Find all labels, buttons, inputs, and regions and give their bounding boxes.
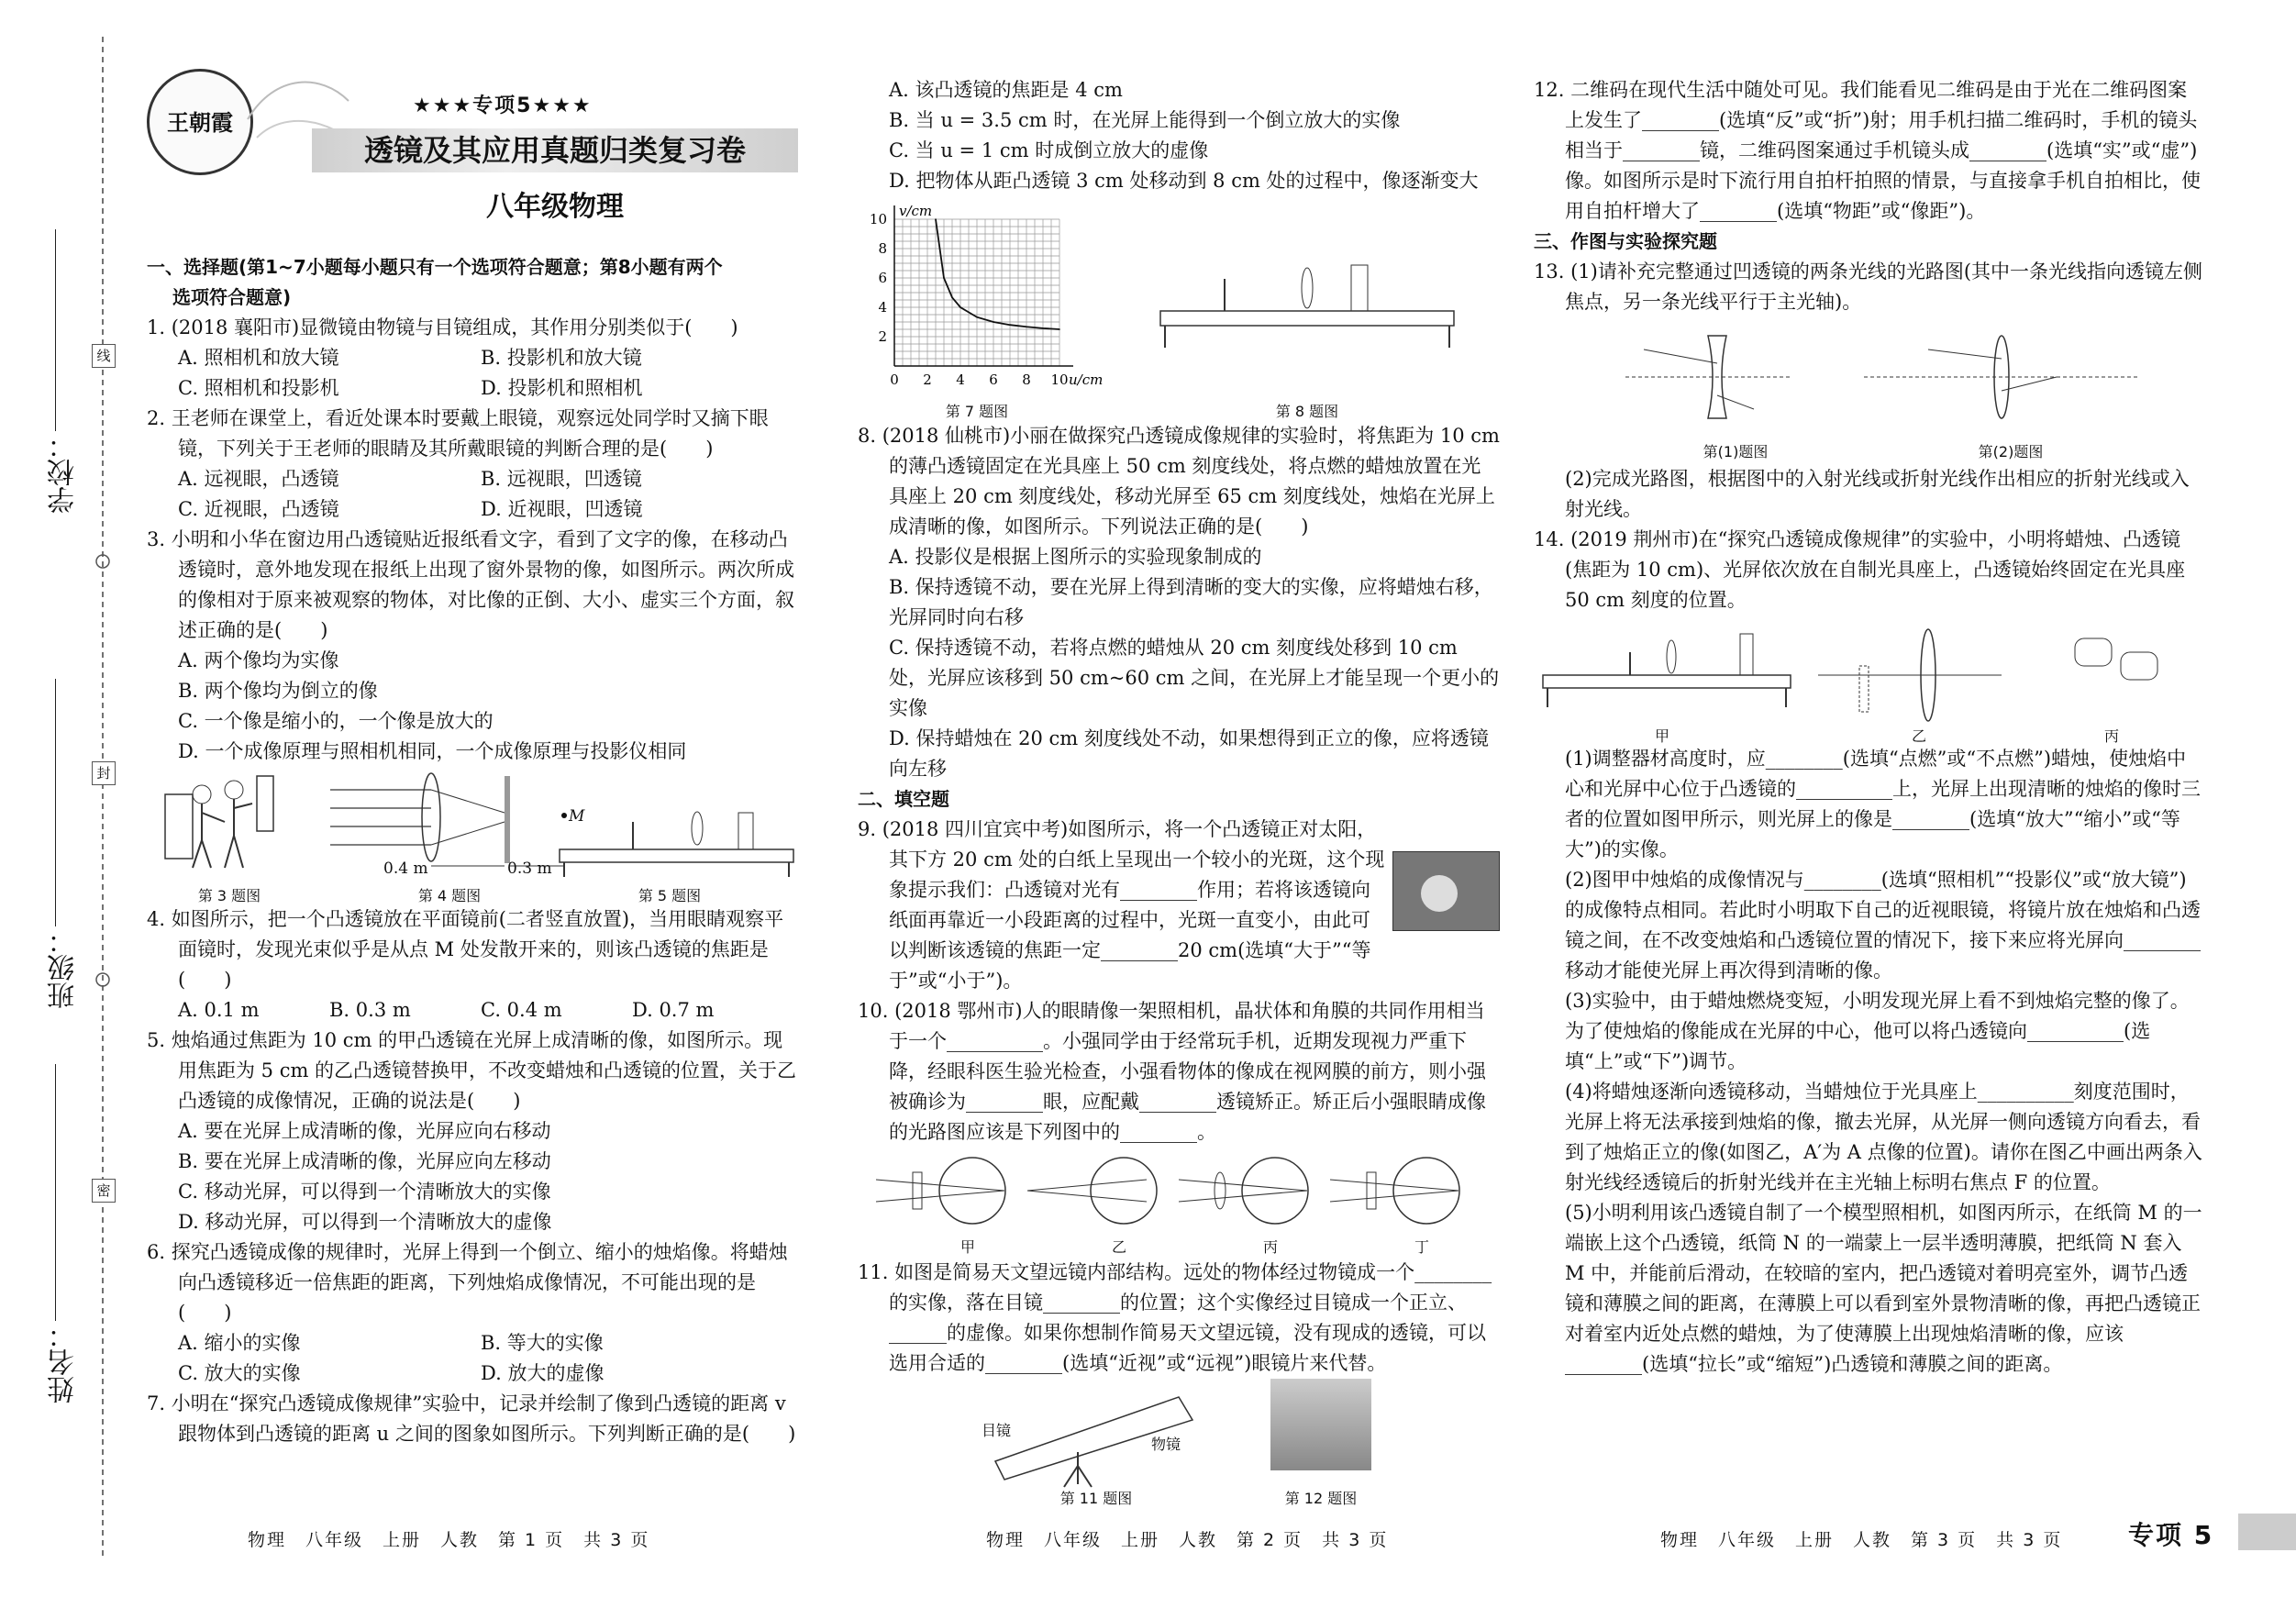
- section-fill-title: 二、填空题: [858, 788, 949, 810]
- q8-option-a[interactable]: A. 投影仪是根据上图所示的实验现象制成的: [889, 546, 1262, 568]
- q7-option-a[interactable]: A. 该凸透镜的焦距是 4 cm: [889, 79, 1123, 101]
- fig10-label-bing: 丙: [1262, 1238, 1278, 1256]
- x-axis-label: u/cm: [1069, 372, 1104, 388]
- page-tag: 专项 5: [2128, 1520, 2214, 1550]
- fig8-caption: 第 8 题图: [1275, 403, 1339, 420]
- column-3: [1534, 75, 2203, 1380]
- question-10: 10. (2018 鄂州市)人的眼睛像一架照相机，晶状体和角膜的共同作用相当于一个__________。小强同学由于经常玩手机，近期发现视力严重下降，经眼科医生验光检查，小强看物体的像成在视网膜的前方，则小强被确诊为________眼，应配戴________透镜矫正。矫正后小强眼睛成像的光路图应该是下列图中的________。: [858, 1000, 1486, 1143]
- x-tick-label: 6: [989, 372, 998, 388]
- fig7-chart: [858, 201, 1104, 394]
- fig5-caption: 第 5 题图: [638, 887, 702, 904]
- fig14-label-yi: 乙: [1911, 727, 1926, 745]
- class-label: 班级：: [48, 926, 80, 1009]
- series-line: [936, 219, 1059, 329]
- fig13-2-caption: 第(2)题图: [1978, 443, 2044, 460]
- q4-option-b[interactable]: B. 0.3 m: [329, 999, 411, 1021]
- q3-option-a[interactable]: A. 两个像均为实像: [178, 649, 339, 671]
- data-point: [1059, 328, 1060, 330]
- question-11: 11. 如图是简易天文望远镜内部结构。远处的物体经过物镜成一个________的实像，落在目镜________的位置；这个实像经过目镜成一个正立、______的虚像。如果你想制作简易天文望远镜，没有现成的透镜，可以选用合适的________(选填“近视”或“远视”)眼镜片来代替。: [858, 1261, 1492, 1374]
- question-4: 4. 如图所示，把一个凸透镜放在平面镜前(二者竖直放置)，当用眼睛观察平面镜时，发现光束似乎是从点 M 处发散开来的，则该凸透镜的焦距是( ): [147, 908, 784, 991]
- question-14-part-5: (5)小明利用该凸透镜自制了一个模型照相机，如图丙所示，在纸筒 M 的一端嵌上这个凸透镜，纸筒 N 的一端蒙上一层半透明薄膜，把纸筒 N 套入 M 中，并能前后滑动，在较暗的室内，把凸透镜对着明亮室外，调节凸透镜和薄膜之间的距离，在薄膜上可以看到室外景物清晰的像，再把凸透镜正对着室内近处点燃的蜡烛，为了使薄膜上出现烛焰清晰的像，应该________(选填“拉长”或“缩短”)凸透镜和薄膜之间的距离。: [1565, 1202, 2202, 1375]
- q8-option-b[interactable]: B. 保持透镜不动，要在光屏上得到清晰的变大的实像，应将蜡烛右移，光屏同时向右移: [889, 576, 1493, 628]
- fig7-caption: 第 7 题图: [945, 403, 1009, 420]
- binding-mark-seal: 封: [92, 761, 116, 785]
- fig9-photo: [1392, 851, 1500, 931]
- question-14: 14. (2019 荆州市)在“探究凸透镜成像规律”的实验中，小明将蜡烛、凸透镜(焦距为 10 cm)、光屏依次放在自制光具座上，凸透镜始终固定在光具座 50 cm 刻度的位置。: [1534, 528, 2186, 611]
- fig8-optical-bench: [1160, 251, 1463, 361]
- q7-option-c[interactable]: C. 当 u = 1 cm 时成倒立放大的虚像: [889, 139, 1209, 161]
- q2-option-a[interactable]: A. 远视眼，凸透镜: [178, 468, 339, 490]
- y-tick-label: 2: [878, 328, 887, 345]
- y-tick-label: 4: [878, 299, 887, 316]
- question-13-part-2: (2)完成光路图，根据图中的入射光线或折射光线作出相应的折射光线或入射光线。: [1565, 468, 2190, 520]
- data-point: [951, 296, 953, 298]
- question-2: 2. 王老师在课堂上，看近处课本时要戴上眼镜，观察远处同学时又摘下眼镜，下列关于王老师的眼睛及其所戴眼镜的判断合理的是( ): [147, 407, 769, 460]
- q5-option-a[interactable]: A. 要在光屏上成清晰的像，光屏应向右移动: [178, 1120, 551, 1142]
- footer-page-3: 物理 八年级 上册 人教 第 3 页 共 3 页: [1660, 1530, 2063, 1550]
- q6-option-c[interactable]: C. 放大的实像: [178, 1362, 301, 1384]
- y-tick-label: 8: [878, 240, 887, 257]
- q4-option-d[interactable]: D. 0.7 m: [632, 999, 715, 1021]
- q1-option-a[interactable]: A. 照相机和放大镜: [178, 347, 339, 369]
- data-point: [943, 277, 945, 279]
- y-tick-label: 6: [878, 270, 887, 286]
- q3-option-d[interactable]: D. 一个成像原理与照相机相同，一个成像原理与投影仪相同: [178, 740, 687, 762]
- data-point: [1009, 324, 1011, 326]
- question-14-part-2: (2)图甲中烛焰的成像情况与________(选填“照相机”“投影仪”或“放大镜”)的成像特点相同。若此时小明取下自己的近视眼镜，将镜片放在烛焰和凸透镜之间，在不改变烛焰和凸透镜位置的情况下，接下来应将光屏向________移动才能使光屏上再次得到清晰的像。: [1565, 869, 2201, 981]
- q6-option-b[interactable]: B. 等大的实像: [481, 1332, 604, 1354]
- q8-option-d[interactable]: D. 保持蜡烛在 20 cm 刻度线处不动，如果想得到正立的像，应将透镜向左移: [889, 727, 1489, 780]
- q2-option-d[interactable]: D. 近视眼，凹透镜: [481, 498, 643, 520]
- fig11-eyepiece-label: 目镜: [982, 1422, 1012, 1439]
- data-point: [1042, 327, 1044, 329]
- data-point: [1026, 326, 1027, 327]
- q6-option-d[interactable]: D. 放大的虚像: [481, 1362, 605, 1384]
- x-tick-label: 10: [1050, 372, 1069, 388]
- school-field[interactable]: [55, 229, 56, 431]
- fig12-photo: [1270, 1379, 1371, 1470]
- fig4-point-m: M: [569, 807, 585, 826]
- figures-3-4-5: [147, 767, 798, 904]
- q4-option-a[interactable]: A. 0.1 m: [178, 999, 260, 1021]
- question-9: 9. (2018 四川宜宾中考)如图所示，将一个凸透镜正对太阳，其下方 20 cm 处的白纸上呈现出一个较小的光斑，这个现象提示我们：凸透镜对光有________作用；若将该透镜向纸面再靠近一小段距离的过程中，光斑一直变小，由此可以判断该透镜的焦距一定________20 cm(选填“大于”“等于”或“小于”)。: [858, 818, 1385, 992]
- question-6: 6. 探究凸透镜成像的规律时，光屏上得到一个倒立、缩小的烛焰像。将蜡烛向凸透镜移近一倍焦距的距离，下列烛焰成像情况，不可能出现的是( ): [147, 1241, 788, 1324]
- fig3-caption: 第 3 题图: [197, 887, 261, 904]
- question-7: 7. 小明在“探究凸透镜成像规律”实验中，记录并绘制了像到凸透镜的距离 v 跟物体到凸透镜的距离 u 之间的图象如图所示。下列判断正确的是( ): [147, 1392, 796, 1445]
- name-label: 姓名：: [48, 1321, 80, 1403]
- fig10-label-jia: 甲: [959, 1238, 975, 1256]
- page-subtitle: 八年级物理: [486, 191, 624, 223]
- x-tick-label: 4: [956, 372, 965, 388]
- column-1: [147, 252, 798, 1449]
- page-title: 透镜及其应用真题归类复习卷: [363, 133, 746, 168]
- footer-page-1: 物理 八年级 上册 人教 第 1 页 共 3 页: [248, 1530, 650, 1550]
- q4-option-c[interactable]: C. 0.4 m: [481, 999, 562, 1021]
- column-2: [858, 75, 1500, 1507]
- x-tick-label: 0: [890, 372, 899, 388]
- question-14-part-4: (4)将蜡烛逐渐向透镜移动，当蜡烛位于光具座上__________刻度范围时，光屏上将无法承接到烛焰的像，撤去光屏，从光屏一侧向透镜方向看去，看到了烛焰正立的像(如图乙，A′为 A 点像的位置)。请你在图乙中画出两条入射光线经透镜后的折射光线并在主光轴上标明右焦点 F 的位置。: [1565, 1081, 2202, 1193]
- q1-option-d[interactable]: D. 投影机和照相机: [481, 377, 643, 399]
- fig12-caption: 第 12 题图: [1284, 1490, 1358, 1507]
- data-point: [959, 306, 961, 308]
- q7-option-d[interactable]: D. 把物体从距凸透镜 3 cm 处移动到 8 cm 处的过程中，像逐渐变大: [889, 170, 1479, 192]
- question-8: 8. (2018 仙桃市)小丽在做探究凸透镜成像规律的实验时，将焦距为 10 cm 的薄凸透镜固定在光具座上 50 cm 刻度线处，将点燃的蜡烛放置在光具座上 20 cm 刻度线处，移动光屏至 65 cm 刻度线处，烛焰在光屏上成清晰的像，如图所示。下列说法正确的是( ): [858, 425, 1500, 538]
- question-3: 3. 小明和小华在窗边用凸透镜贴近报纸看文字，看到了文字的像，在移动凸透镜时，意外地发现在报纸上出现了窗外景物的像，如图所示。两次所成的像相对于原来被观察的物体，对比像的正倒、大小、虚实三个方面，叙述正确的是( ): [147, 528, 794, 641]
- q7-option-b[interactable]: B. 当 u = 3.5 cm 时，在光屏上能得到一个倒立放大的实像: [889, 109, 1401, 131]
- binding-margin: [0, 0, 119, 1597]
- y-axis-label: v/cm: [899, 203, 933, 219]
- fig11-objective-label: 物镜: [1151, 1436, 1181, 1453]
- binding-mark-line: 线: [92, 344, 116, 368]
- question-12: 12. 二维码在现代生活中随处可见。我们能看见二维码是由于光在二维码图案上发生了________(选填“反”或“折”)射；用手机扫描二维码时，手机的镜头相当于________镜，二维码图案通过手机镜头成________(选填“实”或“虚”)像。如图所示是时下流行用自拍杆拍照的情景，与直接拿手机自拍相比，使用自拍杆增大了________(选填“物距”或“像距”)。: [1534, 79, 2201, 222]
- corner-band: [2238, 1514, 2296, 1550]
- data-point: [993, 321, 994, 323]
- section-experiment-title: 三、作图与实验探究题: [1534, 230, 1717, 252]
- binding-mark-secret: 密: [92, 1179, 116, 1203]
- q3-option-c[interactable]: C. 一个像是缩小的，一个像是放大的: [178, 710, 494, 732]
- topic-label: ★★★专项5★★★: [413, 94, 593, 117]
- fig4-distance-lens: 0.4 m: [383, 859, 428, 878]
- fig4-distance-mirror: 0.3 m: [507, 859, 552, 878]
- figures-13: [1534, 317, 2203, 464]
- q2-option-b[interactable]: B. 远视眼，凹透镜: [481, 468, 642, 490]
- question-1: 1. (2018 襄阳市)显微镜由物镜与目镜组成，其作用分别类似于( ): [147, 316, 738, 338]
- data-point: [976, 316, 978, 318]
- fig13-1-caption: 第(1)题图: [1703, 443, 1769, 460]
- logo-text: 王朝霞: [167, 109, 233, 136]
- y-tick-label: 10: [869, 211, 887, 227]
- x-tick-label: 2: [923, 372, 932, 388]
- fig14-label-jia: 甲: [1654, 727, 1669, 745]
- figures-11-12: [858, 1379, 1500, 1507]
- q5-option-c[interactable]: C. 移动光屏，可以得到一个清晰放大的实像: [178, 1181, 551, 1203]
- footer-page-2: 物理 八年级 上册 人教 第 2 页 共 3 页: [986, 1530, 1389, 1550]
- question-14-part-3: (3)实验中，由于蜡烛燃烧变短，小明发现光屏上看不到烛焰完整的像了。为了使烛焰的像能成在光屏的中心，他可以将凸透镜向__________(选填“上”或“下”)调节。: [1565, 990, 2190, 1072]
- q5-option-d[interactable]: D. 移动光屏，可以得到一个清晰放大的虚像: [178, 1211, 552, 1233]
- q3-option-b[interactable]: B. 两个像均为倒立的像: [178, 680, 378, 702]
- section-choice-title-cont: 选项符合题意): [172, 286, 292, 308]
- fig11-caption: 第 11 题图: [1059, 1490, 1133, 1507]
- data-point: [935, 218, 937, 220]
- x-tick-label: 8: [1022, 372, 1031, 388]
- figures-7-8: [858, 196, 1500, 421]
- q1-option-c[interactable]: C. 照相机和投影机: [178, 377, 339, 399]
- q2-option-c[interactable]: C. 近视眼，凸透镜: [178, 498, 339, 520]
- fig10-label-yi: 乙: [1111, 1238, 1126, 1256]
- figure-10-eyes: [858, 1148, 1500, 1258]
- q1-option-b[interactable]: B. 投影机和放大镜: [481, 347, 642, 369]
- figures-14: [1534, 616, 2203, 744]
- question-13: 13. (1)请补充完整通过凹透镜的两条光线的光路图(其中一条光线指向透镜左侧焦点，另一条光线平行于主光轴)。: [1534, 261, 2203, 313]
- question-5: 5. 烛焰通过焦距为 10 cm 的甲凸透镜在光屏上成清晰的像，如图所示。现用焦距为 5 cm 的乙凸透镜替换甲，不改变蜡烛和凸透镜的位置，关于乙凸透镜的成像情况，正确的说法是( ): [147, 1029, 797, 1112]
- fig14-label-bing: 丙: [2103, 727, 2119, 745]
- school-label: 学校：: [48, 431, 80, 514]
- name-field[interactable]: [55, 1064, 56, 1321]
- question-14-part-1: (1)调整器材高度时，应________(选填“点燃”或“不点燃”)蜡烛，使烛焰中心和光屏中心位于凸透镜的__________上，光屏上出现清晰的烛焰的像时三者的位置如图甲所示，则光屏上的像是________(选填“放大”“缩小”或“等大”)的实像。: [1565, 748, 2201, 860]
- class-field[interactable]: [55, 679, 56, 926]
- q8-option-c[interactable]: C. 保持透镜不动，若将点燃的蜡烛从 20 cm 刻度线处移到 10 cm 处，光屏应该移到 50 cm~60 cm 之间，在光屏上才能呈现一个更小的实像: [889, 637, 1500, 719]
- fig10-label-ding: 丁: [1414, 1238, 1429, 1256]
- q5-option-b[interactable]: B. 要在光屏上成清晰的像，光屏应向左移动: [178, 1150, 551, 1172]
- fig4-caption: 第 4 题图: [417, 887, 482, 904]
- section-choice-title: 一、选择题(第1~7小题每小题只有一个选项符合题意；第8小题有两个: [147, 256, 723, 278]
- q6-option-a[interactable]: A. 缩小的实像: [178, 1332, 301, 1354]
